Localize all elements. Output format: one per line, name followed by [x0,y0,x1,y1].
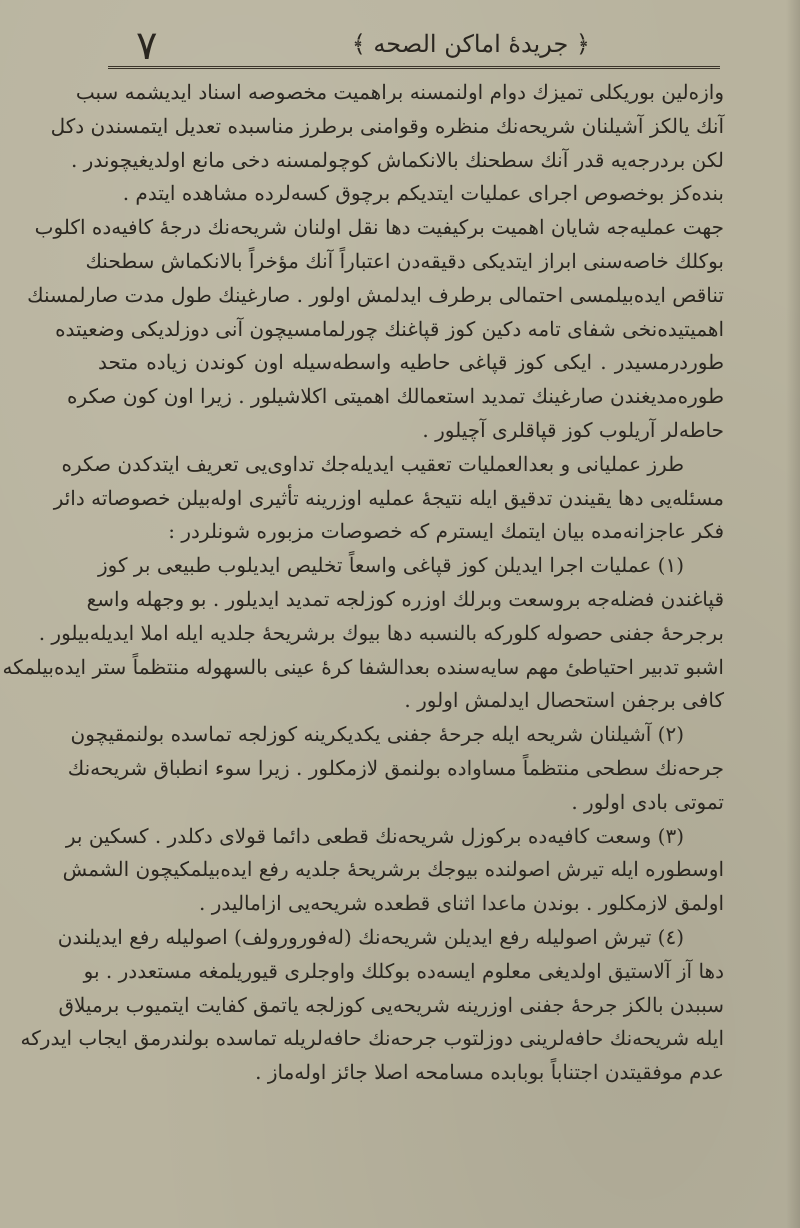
text-line: اهمیتیده‌نخی شفای تامه دكین كوز قپاغنك چورلمامسیچون آنی دوزلدیكی وضعیتده [55,316,724,341]
text-line: اوسطوره ایله تیرش اصولنده بیوجك برشریحهٔ جلدیه رفع ایده‌بیلمكیچون الشمش [62,857,724,882]
text-line: مسئله‌یی دها یقیندن تدقیق ایله نتیجهٔ عملیه اوزرینه تأثیری اوله‌بیلن خصوصاته دائر [53,485,724,510]
text-line: طرز عملیانی و بعدالعملیات تعقیب ایدیله‌جك تداوی‌یی تعریف ایتدكدن صكره [61,451,684,476]
page-edge-shadow [786,0,800,1228]
text-line: دها آز آلاستیق اولدیغی معلوم ایسه‌ده بوكلك واوجلری قیوریلمغه مستعددر . بو [83,958,724,983]
body-text [2,76,724,1090]
header-rule [108,66,720,69]
text-line: اولمق لازمكلور . بوندن ماعدا اثنای قطعده شریحه‌یی ازامالیدر . [199,891,724,916]
running-title: ﴿ جريدهٔ اماكن الصحه ﴾ [351,30,590,58]
text-line: واز‌ەلین بوریكلی تمیزك دوام اولنمسنه براهمیت مخصوصه اسناد ایدیشمه سبب [75,80,724,104]
text-line: اشبو تدبیر احتیاطیٔ مهم سایه‌سنده بعدالشفا كرهٔ عینی بالسهوله منتظماً ستر ایده‌بیلمكه [2,654,724,679]
text-line: (٤) تیرش اصولیله رفع ایدیلن شریحه‌نك (لەفورورولف) اصولیله رفع ایدیلندن [57,924,684,949]
text-line: (٣) وسعت كافیه‌ده بركوزل شریحه‌نك قطعی دائما قولای دكلدر . كسكین بر [65,823,684,848]
bottom-margin [0,1148,800,1228]
text-line: تناقص ایده‌بیلمسی احتمالی برطرف ایدلمش اولور . صارغینك طول مدت صارلمسنك [27,282,724,307]
page-number: ٧ [136,23,158,69]
text-line: بوكلك خاصه‌سنی ابراز ایتدیكی دقیقه‌دن اعتباراً آنك مؤخراً بالانكماش سطحنك [85,248,724,273]
text-line: طوردرمسیدر . ایكی كوز قپاغی حاطیه واسطه‌سیله اون كوندن زیاده متحد [98,350,724,375]
text-line: عدم موفقیتدن اجتناباً بوبابده مسامحه اصلا جائز اوله‌ماز . [255,1060,724,1085]
text-line: ایله شریحه‌نك حافه‌لرینی دوزلتوب جرحه‌نك حافه‌لریله تماسده بولندرمق ایجاب ایدركه [20,1026,724,1051]
text-line: قپاغندن فضله‌جه بروسعت وبرلك اوزره كوزلجه تمدید ایدیلور . بو وجهله واسع [86,586,724,611]
text-line: (٢) آشیلنان شریحه ایله جرحهٔ جفنی یكدیكرینه كوزلجه تماسده بولنمقیچون [70,722,684,747]
text-line: فكر عاجزانه‌مده بیان ایتمك ایسترم كه خصوصات مزبوره شونلردر : [168,519,724,544]
page-header [100,22,740,69]
text-line: تموتی بادی اولور . [571,789,724,814]
text-line: حاطه‌لر آریلوب كوز قپاقلری آچیلور . [422,417,724,442]
text-line: جهت عملیه‌جه شایان اهمیت بركیفیت دها نقل اولنان شریحه‌نك درجهٔ كافیه‌ده اكلوب [34,215,724,240]
text-line: آنك یالكز آشیلنان شریحه‌نك منظره وقوامنی برطرز مناسبده تعدیل ایتمسندن دكل [50,113,724,138]
text-line: برجرحهٔ جفنی حصوله كلوركه بالنسبه دها بیوك برشریحهٔ جلدیه ایله املا ایدیله‌بیلور . [38,620,724,645]
text-line: لكن بردرجه‌یه قدر آنك سطحنك بالانكماش كوچولمسنه دخی مانع اولدیغیچوندر . [70,147,724,172]
text-line: جرحه‌نك سطحی منتظماً مساوادە بولنمق لازمكلور . زیرا سوء انطباق شریحه‌نك [67,755,724,780]
text-line: بنده‌كز بوخصوص اجرای عملیات ایتدیكم برچوق كسه‌لرده مشاهده ایتدم . [122,181,724,206]
text-line: كافی برجفن استحصال ایدلمش اولور . [404,688,724,713]
text-line: طوره‌مدیغندن صارغینك تمدید استعمالك اهمیتی اكلاشیلور . زیرا اون كون صكره [66,384,724,409]
text-line: سببدن بالكز جرحهٔ جفنی اوزرینه شریحه‌یی كوزلجه یاتمق كفایت ایتمیوب برمیلاق [58,992,724,1017]
text-line: (١) عملیات اجرا ایدیلن كوز قپاغی واسعاً تخلیص ایدیلوب طبیعی بر كوز [98,553,684,578]
